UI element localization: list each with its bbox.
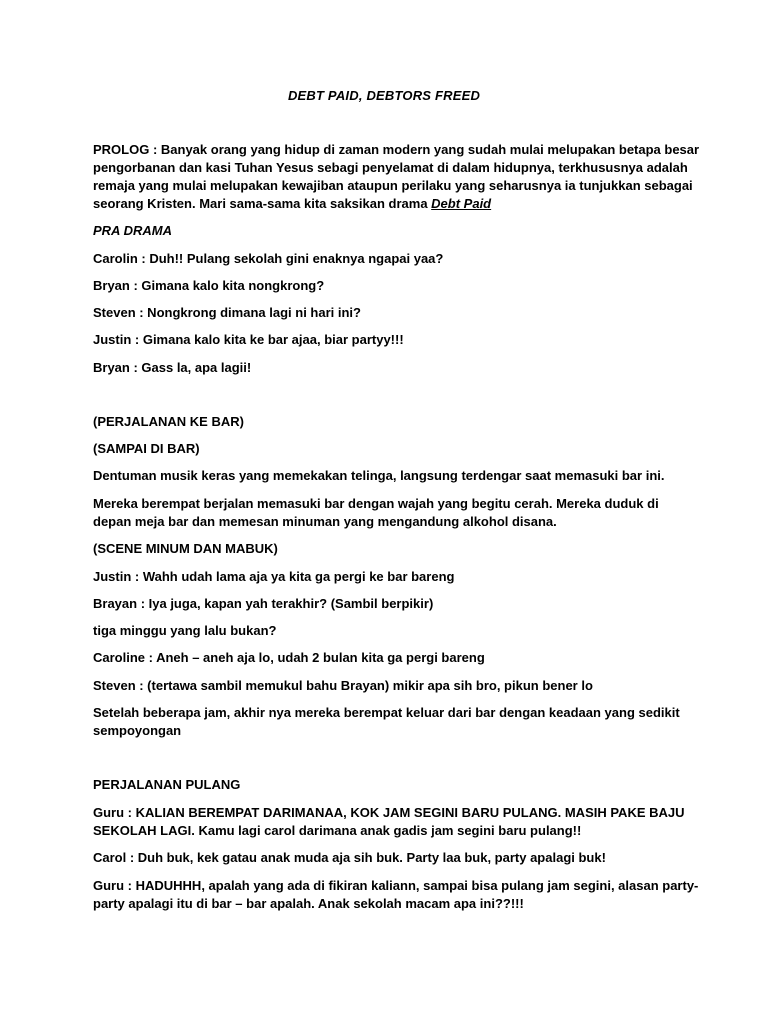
bar-paragraph-1: Dentuman musik keras yang memekakan telinga, langsung terdengar saat memasuki bar ini. [93,468,665,483]
guru-line-2b: party apalagi itu di bar – bar apalah. Anak sekolah macam apa ini??!!! [93,896,524,911]
dialogue-line: Steven : Nongkrong dimana lagi ni hari ini? [93,305,361,320]
dialogue-line: Justin : Wahh udah lama aja ya kita ga pergi ke bar bareng [93,569,455,584]
prolog-line-4 [93,195,693,213]
bar-paragraph-2-line-2: depan meja bar dan memesan minuman yang mengandung alkohol disana. [93,514,557,529]
dialogue-line: Carolin : Duh!! Pulang sekolah gini enaknya ngapai yaa? [93,251,444,266]
guru-line-1b: SEKOLAH LAGI. Kamu lagi carol darimana anak gadis jam segini baru pulang!! [93,823,582,838]
scene-perjalanan-ke-bar: (PERJALANAN KE BAR) [93,414,244,429]
dialogue-line: Bryan : Gimana kalo kita nongkrong? [93,278,325,293]
dialogue-line: tiga minggu yang lalu bukan? [93,623,277,638]
guru-line-2a: Guru : HADUHHH, apalah yang ada di fikiran kaliann, sampai bisa pulang jam segini, alasan party- [93,878,699,893]
dialogue-line: Brayan : Iya juga, kapan yah terakhir? (Sambil berpikir) [93,596,434,611]
after-paragraph-line-2: sempoyongan [93,723,182,738]
prolog-line-1: PROLOG : Banyak orang yang hidup di zaman modern yang sudah mulai melupakan betapa besar [93,142,700,157]
after-paragraph-line-1: Setelah beberapa jam, akhir nya mereka berempat keluar dari bar dengan keadaan yang sedikit [93,705,680,720]
scene-minum-dan-mabuk: (SCENE MINUM DAN MABUK) [93,541,278,556]
section-perjalanan-pulang: PERJALANAN PULANG [93,777,241,792]
dialogue-line: Justin : Gimana kalo kita ke bar ajaa, biar partyy!!! [93,332,404,347]
prolog-line-2: pengorbanan dan kasi Tuhan Yesus sebagi penyelamat di dalam hidupnya, terkhususnya adalah [93,160,688,175]
dialogue-line: Caroline : Aneh – aneh aja lo, udah 2 bulan kita ga pergi bareng [93,650,485,665]
scene-sampai-di-bar: (SAMPAI DI BAR) [93,441,200,456]
prolog-line-3: remaja yang mulai melupakan kewajiban ataupun perilaku yang seharusnya ia tunjukkan sebagai [93,178,693,193]
guru-line-1a: Guru : KALIAN BEREMPAT DARIMANAA, KOK JAM SEGINI BARU PULANG. MASIH PAKE BAJU [93,805,685,820]
document-title: DEBT PAID, DEBTORS FREED [287,88,481,103]
dialogue-line: Bryan : Gass la, apa lagii! [93,360,252,375]
drama-title-emphasis: Debt Paid [431,196,492,211]
prolog-line-4-text: seorang Kristen. Mari sama-sama kita saksikan drama [93,196,432,211]
bar-paragraph-2-line-1: Mereka berempat berjalan memasuki bar dengan wajah yang begitu cerah. Mereka duduk di [93,496,659,511]
section-pra-drama: PRA DRAMA [93,223,172,238]
carol-line: Carol : Duh buk, kek gatau anak muda aja sih buk. Party laa buk, party apalagi buk! [93,850,606,865]
dialogue-line: Steven : (tertawa sambil memukul bahu Brayan) mikir apa sih bro, pikun bener lo [93,678,593,693]
